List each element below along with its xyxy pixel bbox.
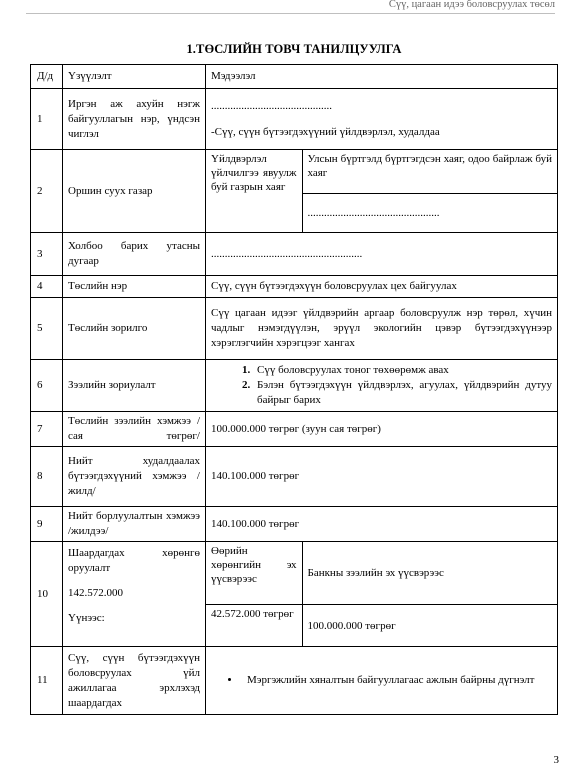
- section-title: 1.ТӨСЛИЙН ТОВЧ ТАНИЛЦУУЛГА: [186, 42, 402, 56]
- row-label: Төслийн зээлийн хэмжээ /сая төгрөг/: [63, 412, 206, 447]
- row-value: [206, 89, 558, 150]
- list-item: 2. Бэлэн бүтээгдэхүүн үйлдвэрлэх, агуулах, үйлдвэрийн дутуу байрыг барих: [253, 378, 552, 408]
- row-num: 1: [31, 89, 63, 150]
- list-item: • Мэргэжлийн хяналтын байгууллагаас ажлын байрны дүгнэлт: [241, 673, 552, 688]
- row-num: 11: [31, 647, 63, 715]
- table-header-row: [31, 65, 558, 89]
- bank-source-value: 100.000.000 төгрөг: [307, 619, 396, 632]
- row-num: 8: [31, 447, 63, 507]
- header-info: Мэдээлэл: [206, 65, 558, 89]
- investment-label: Шаардагдах хөрөнгө оруулалт: [68, 547, 200, 574]
- row-num: 4: [31, 276, 63, 298]
- row-num: 10: [31, 542, 63, 647]
- table-row: [31, 150, 558, 233]
- table-row: [31, 507, 558, 542]
- row-num: 2: [31, 150, 63, 233]
- row-label: Сүү, сүүн бүтээгдэхүүн боловсруулах үйл ажиллагаа эрхлэхэд шаардагдах: [63, 647, 206, 715]
- row-label: Төслийн зорилго: [63, 298, 206, 360]
- main-activity: -Сүү, сүүн бүтээгдэхүүний үйлдвэрлэл, худалдаа: [211, 125, 440, 138]
- header-indicator: Үзүүлэлт: [63, 65, 206, 89]
- own-source-label: Өөрийн хөрөнгийн эх үүсвэрээс: [206, 542, 302, 605]
- requirements: [206, 647, 558, 715]
- phone-dots: .......................................................: [206, 233, 558, 276]
- row-num: 3: [31, 233, 63, 276]
- loan-amount: 100.000.000 төгрөг (зуун сая төгрөг): [206, 412, 558, 447]
- address-dots: ................................................: [307, 207, 440, 219]
- address-sub-label: Үйлдвэрлэл үйлчилгээ явуулж буй газрын хаяг: [206, 150, 302, 232]
- row-num: 9: [31, 507, 63, 542]
- row-value: [206, 150, 558, 233]
- project-goal: Сүү цагаан идээг үйлдвэрийн аргаар боловсруулж нэр төрөл, хүчин чадлыг нэмэгдүүлэн, эрүүл экологийн цэвэр бүтээгдэхүүнээр хэрэглэгчийн хэрэгцээг хангах: [206, 298, 558, 360]
- table-row: [31, 298, 558, 360]
- row-label: Нийт худалдаалах бүтээгдэхүүний хэмжээ /жилд/: [63, 447, 206, 507]
- list-item: 1. Сүү боловсруулах тоног төхөөрөмж авах: [253, 363, 552, 378]
- loan-purpose: [206, 360, 558, 412]
- row-label: [63, 542, 206, 647]
- project-name: Сүү, сүүн бүтээгдэхүүн боловсруулах цех байгуулах: [206, 276, 558, 298]
- row-label: Нийт борлуулалтын хэмжээ /жилдээ/: [63, 507, 206, 542]
- table-row: [31, 360, 558, 412]
- header-num: Д/д: [31, 65, 63, 89]
- row-num: 5: [31, 298, 63, 360]
- page-number: 3: [553, 754, 559, 766]
- table-row: [31, 447, 558, 507]
- total-sales: 140.100.000 төгрөг: [206, 507, 558, 542]
- running-header: Сүү, цагаан идээ боловсруулах төсөл: [388, 0, 555, 10]
- registered-address: Улсын бүртгэлд бүртгэгдсэн хаяг, одоо байрлаж буй хаяг: [302, 150, 557, 194]
- row-num: 6: [31, 360, 63, 412]
- table-row: [31, 276, 558, 298]
- table-row: [31, 412, 558, 447]
- table-row: [31, 233, 558, 276]
- table-row: [31, 542, 558, 647]
- placeholder-dots: ............................................: [211, 99, 332, 112]
- sales-volume: 140.100.000 төгрөг: [206, 447, 558, 507]
- header-rule: [26, 13, 555, 14]
- table-row: [31, 647, 558, 715]
- investment-amount: 142.572.000: [68, 587, 123, 599]
- summary-table: [30, 64, 558, 715]
- row-label: Төслийн нэр: [63, 276, 206, 298]
- total-label: Үүнээс:: [68, 612, 105, 624]
- row-label: Иргэн аж ахуйн нэгж байгууллагын нэр, үндсэн чиглэл: [63, 89, 206, 150]
- table-row: [31, 89, 558, 150]
- row-label: Оршин суух газар: [63, 150, 206, 233]
- row-value: [206, 542, 558, 647]
- bank-source-label: Банкны зээлийн эх үүсвэрээс: [302, 542, 557, 605]
- row-label: Холбоо барих утасны дугаар: [63, 233, 206, 276]
- row-label: Зээлийн зориулалт: [63, 360, 206, 412]
- own-source-value: 42.572.000 төгрөг: [206, 605, 302, 647]
- row-num: 7: [31, 412, 63, 447]
